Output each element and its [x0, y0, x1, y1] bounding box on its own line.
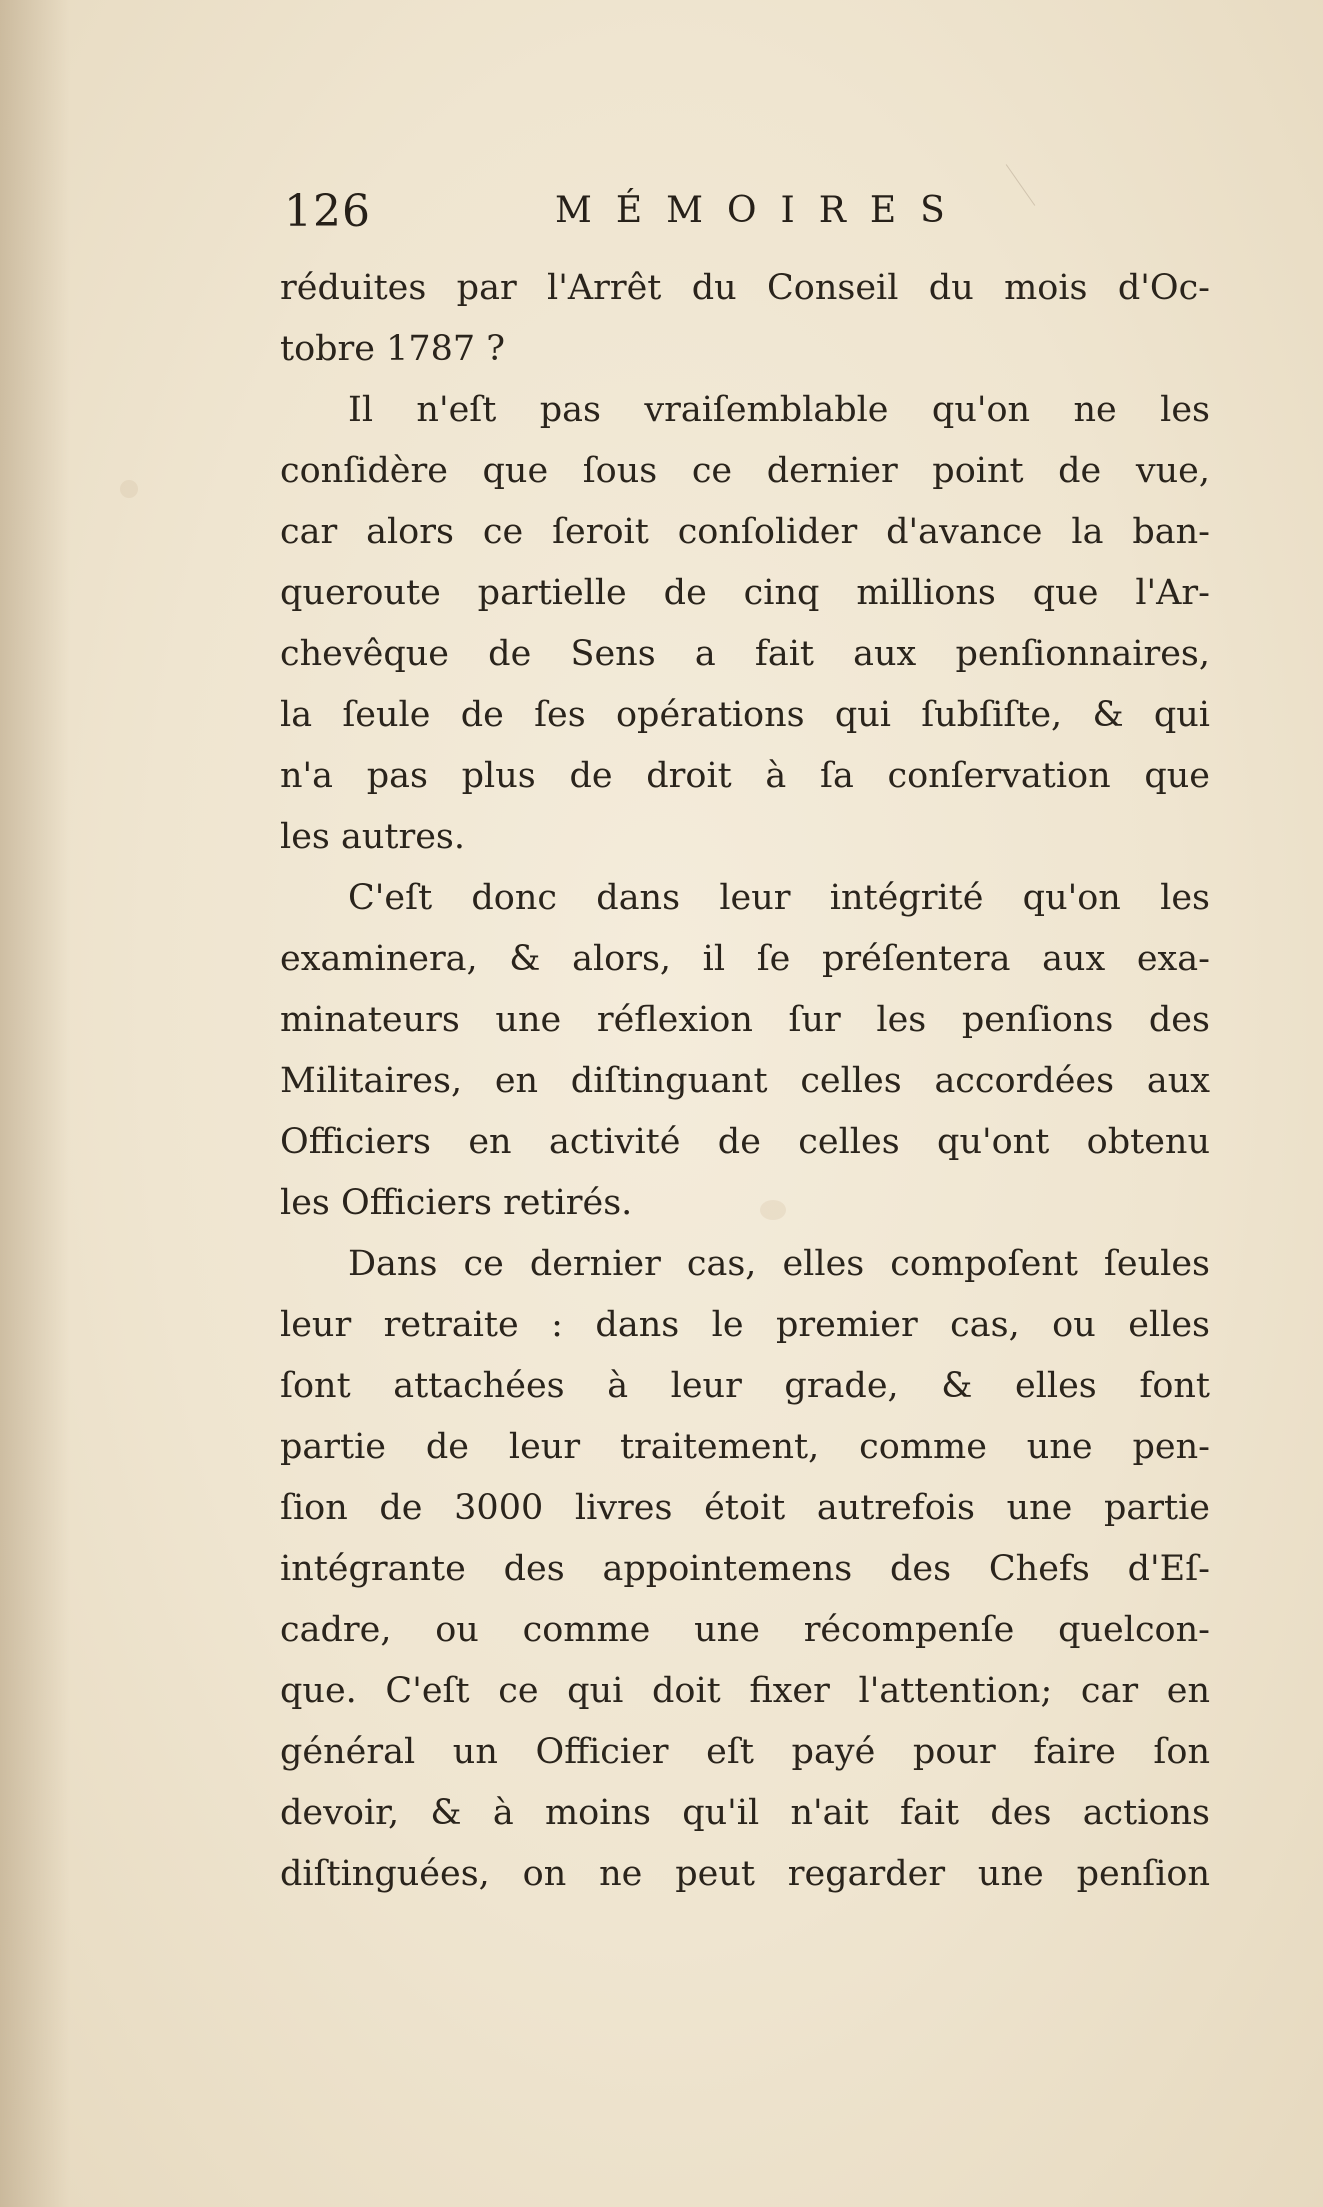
text-line: Il n'eſt pas vraiſemblable qu'on ne les	[348, 390, 1210, 430]
text-line: C'eſt donc dans leur intégrité qu'on les	[348, 878, 1210, 918]
text-line: diſtinguées, on ne peut regarder une penſion	[280, 1854, 1210, 1894]
paper-stain	[120, 480, 138, 498]
text-line: intégrante des appointemens des Chefs d'Eſ-	[280, 1549, 1210, 1589]
text-line: chevêque de Sens a fait aux penſionnaires,	[280, 634, 1210, 674]
text-line: réduites par l'Arrêt du Conseil du mois d'Oc-	[280, 268, 1210, 308]
text-line: tobre 1787 ?	[280, 329, 506, 369]
page-number: 126	[284, 186, 371, 237]
text-line: car alors ce ſeroit conſolider d'avance la ban-	[280, 512, 1210, 552]
text-line: Dans ce dernier cas, elles compoſent ſeules	[348, 1244, 1210, 1284]
text-line: les autres.	[280, 817, 465, 857]
text-line: que. C'eſt ce qui doit fixer l'attention; car en	[280, 1671, 1210, 1711]
text-line: queroute partielle de cinq millions que l'Ar-	[280, 573, 1210, 613]
gutter-shadow	[0, 0, 70, 2207]
text-line: les Officiers retirés.	[280, 1183, 633, 1223]
text-line: leur retraite : dans le premier cas, ou elles	[280, 1305, 1210, 1345]
text-line: partie de leur traitement, comme une pen-	[280, 1427, 1210, 1467]
text-line: la ſeule de ſes opérations qui ſubſiſte, & qui	[280, 695, 1210, 735]
text-line: cadre, ou comme une récompenſe quelcon-	[280, 1610, 1210, 1650]
text-line: n'a pas plus de droit à ſa conſervation que	[280, 756, 1210, 796]
running-head	[280, 186, 1240, 246]
text-line: ſion de 3000 livres étoit autrefois une partie	[280, 1488, 1210, 1528]
text-line: conſidère que ſous ce dernier point de vue,	[280, 451, 1210, 491]
body-text	[280, 258, 1210, 1905]
text-line: examinera, & alors, il ſe préſentera aux exa-	[280, 939, 1210, 979]
text-line: devoir, & à moins qu'il n'ait fait des actions	[280, 1793, 1210, 1833]
text-line: Militaires, en diſtinguant celles accordées aux	[280, 1061, 1210, 1101]
text-line: général un Officier eſt payé pour faire ſon	[280, 1732, 1210, 1772]
text-line: Officiers en activité de celles qu'ont obtenu	[280, 1122, 1210, 1162]
text-line: minateurs une réflexion ſur les penſions des	[280, 1000, 1210, 1040]
page-title: MÉMOIRES	[555, 190, 969, 231]
text-line: ſont attachées à leur grade, & elles font	[280, 1366, 1210, 1406]
